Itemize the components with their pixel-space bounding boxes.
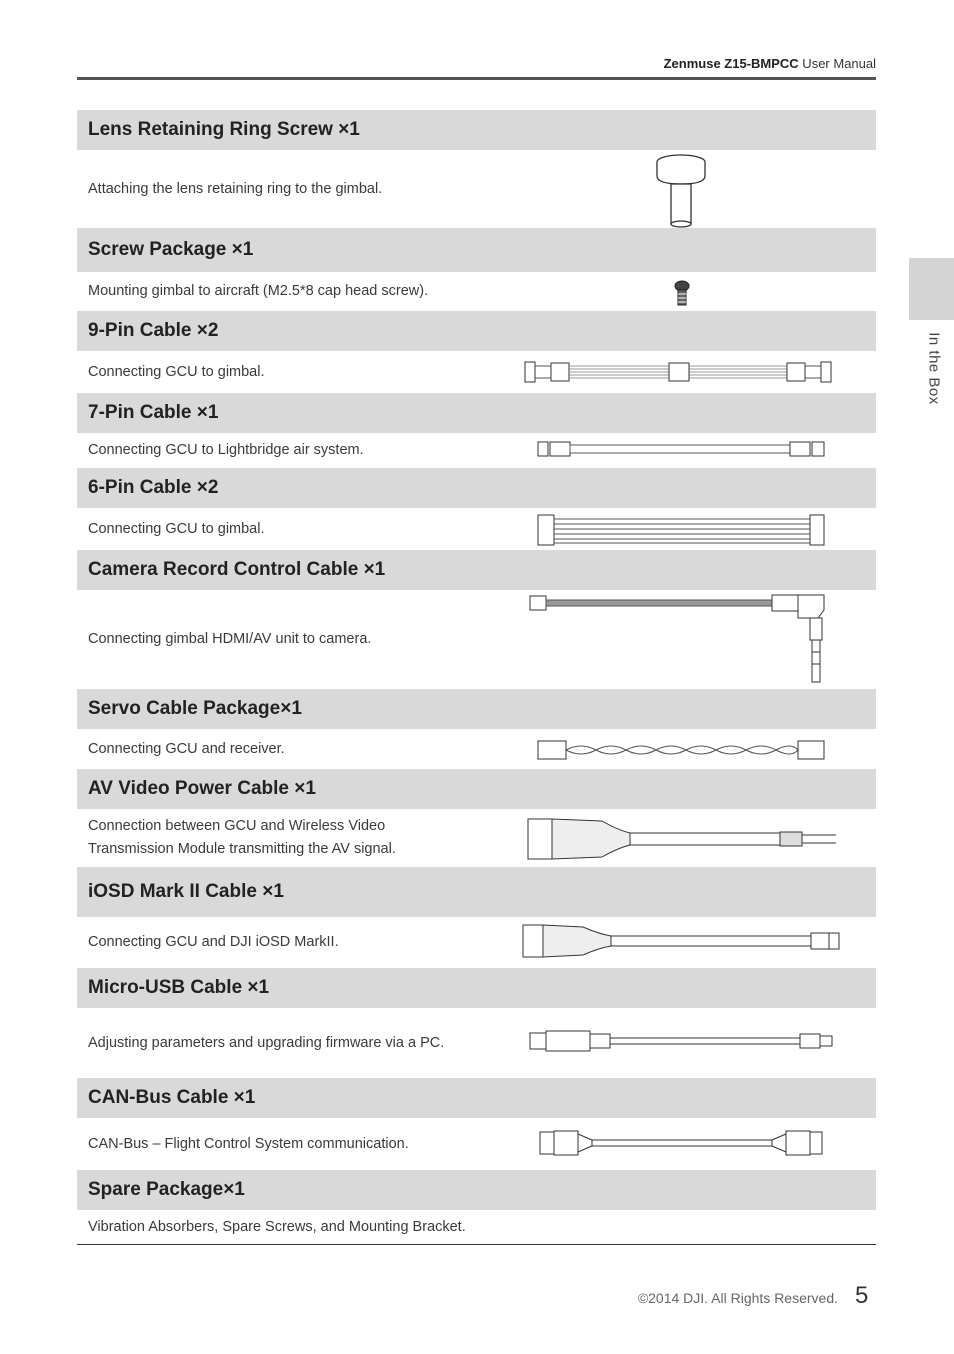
iosd-cable-icon [521, 922, 843, 960]
item-title-6-pin-cable: 6-Pin Cable ×2 [77, 468, 876, 508]
7-pin-cable-icon [536, 439, 828, 459]
micro-usb-cable-icon [528, 1030, 836, 1052]
item-desc-text: Connecting GCU to Lightbridge air system. [88, 442, 364, 458]
item-title-lens-retaining-screw: Lens Retaining Ring Screw ×1 [77, 110, 876, 150]
page-number: 5 [855, 1282, 869, 1309]
header-rule [77, 77, 876, 80]
bottom-rule [77, 1244, 876, 1245]
item-desc-camera-record-cable [77, 590, 507, 689]
item-desc-micro-usb-cable [77, 1008, 507, 1078]
item-desc-line-2: Transmission Module transmitting the AV signal. [88, 841, 396, 857]
item-title-can-bus-cable: CAN-Bus Cable ×1 [77, 1078, 876, 1118]
item-desc-servo-cable [77, 729, 507, 769]
page-header [77, 56, 876, 71]
lens-retaining-screw-icon [650, 152, 712, 228]
item-desc-text: Connecting GCU and DJI iOSD MarkII. [88, 934, 339, 950]
6-pin-cable-icon [536, 512, 828, 548]
servo-cable-icon [536, 738, 828, 762]
footer-copyright: ©2014 DJI. All Rights Reserved. [637, 1290, 838, 1306]
can-bus-cable-icon [538, 1128, 826, 1158]
item-desc-text: Vibration Absorbers, Spare Screws, and Mounting Bracket. [88, 1218, 466, 1235]
header-suffix: User Manual [798, 56, 876, 71]
cap-head-screw-icon [672, 280, 692, 308]
av-video-power-cable-icon [526, 816, 838, 862]
item-title-9-pin-cable: 9-Pin Cable ×2 [77, 311, 876, 351]
item-title-iosd-cable: iOSD Mark II Cable ×1 [77, 867, 876, 917]
item-desc-9-pin-cable [77, 351, 507, 393]
item-title-camera-record-cable: Camera Record Control Cable ×1 [77, 550, 876, 590]
item-title-av-video-power-cable: AV Video Power Cable ×1 [77, 769, 876, 809]
item-title-spare-package: Spare Package×1 [77, 1170, 876, 1210]
side-tab-label: In the Box [925, 332, 943, 405]
item-desc-text: Connecting GCU to gimbal. [88, 363, 265, 380]
side-tab [909, 258, 954, 320]
item-desc-lens-retaining-screw [77, 150, 507, 228]
item-desc-screw-package [77, 272, 507, 311]
header-product: Zenmuse Z15-BMPCC [663, 56, 799, 71]
item-desc-7-pin-cable [77, 433, 507, 468]
item-title-7-pin-cable: 7-Pin Cable ×1 [77, 393, 876, 433]
item-desc-6-pin-cable [77, 508, 507, 550]
item-desc-av-video-power-cable [77, 809, 507, 867]
item-desc-text: CAN-Bus – Flight Control System communication. [88, 1135, 409, 1152]
item-desc-text: Connecting GCU and receiver. [88, 740, 285, 757]
item-title-servo-cable: Servo Cable Package×1 [77, 689, 876, 729]
9-pin-cable-icon [523, 358, 833, 386]
item-desc-line-1: Connection between GCU and Wireless Video [88, 818, 386, 834]
item-title-screw-package: Screw Package ×1 [77, 228, 876, 272]
item-title-micro-usb-cable: Micro-USB Cable ×1 [77, 968, 876, 1008]
item-desc-text: Connecting GCU to gimbal. [88, 520, 265, 537]
item-desc-text: Mounting gimbal to aircraft (M2.5*8 cap head screw). [88, 283, 429, 299]
item-desc-text: Connecting gimbal HDMI/AV unit to camera. [88, 631, 372, 647]
item-desc-spare-package [77, 1210, 777, 1244]
item-desc-text: Adjusting parameters and upgrading firmware via a PC. [88, 1034, 445, 1051]
camera-record-cable-icon [528, 592, 832, 686]
item-desc-iosd-cable [77, 917, 507, 968]
item-desc-text: Attaching the lens retaining ring to the gimbal. [88, 180, 383, 197]
item-desc-can-bus-cable [77, 1118, 507, 1170]
